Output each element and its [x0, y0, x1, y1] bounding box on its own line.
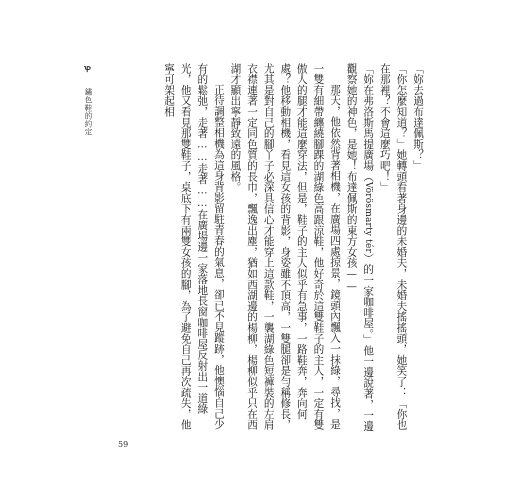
paragraph-5: 正待調整相機為這身背影留駐青春的氣息，卻已不見蹤跡，他懊惱自己少有的鬆弛，走著……走著……在廣場邊一家落地長窗咖啡屋反射出一道綠光，他又看見那雙鞋子，桌底下有兩雙女孩的腳，為了避免自己再次疏失，他寧可架起相	[163, 63, 225, 431]
page-number: 59	[118, 440, 129, 449]
place-name-latin: Vörösmarty tér	[363, 181, 374, 254]
paragraph-3	[343, 63, 376, 435]
chapter-mark-icon: Ꝕ	[83, 64, 93, 76]
body-text	[80, 63, 426, 435]
paragraph-3-part-2: ）的一家咖啡屋。」他一邊說著，一邊觀察她的神色，是她！布達佩斯的東方女孩——	[345, 63, 375, 432]
paragraph-3-part-1: 「妳在弗洛斯馬提廣場（	[362, 63, 375, 182]
paragraph-4: 那天，他依然背著相機，在廣場四處掠景，鏡頭內飄入一抹綠，尋找，是一雙有細帶纏繞腳踝的湖綠色高跟涼鞋，他好奇於這雙鞋子的主人，一定有雙傲人的腿才能這麼穿法，但是，鞋子的主人似乎有急事，一路鞋奔，奔向何處？他移動相機，看見這女孩的背影，身姿雖不頂高，一雙腿卻是勻稱修長，尤其是對自己的腳丫子必深具信心才能穿上這款鞋，一襲湖綠色短褲裝的左肩衣襟連著一定同色質的長巾，飄逸出塵，猶如西湖邊的楊柳，楊柳似乎只在西湖才顯出寧靜致遠的風格。	[229, 63, 342, 431]
paragraph-2: 「你怎麼知道？」她轉頭看著身邊的未婚夫，未婚夫搖搖頭，她笑了：「你也在那裡？不會這麼巧吧！」	[378, 63, 408, 431]
running-head-title: 鏽色鞋的約定	[84, 88, 93, 136]
paragraph-1: 「妳去過布達佩斯？」	[412, 63, 424, 171]
